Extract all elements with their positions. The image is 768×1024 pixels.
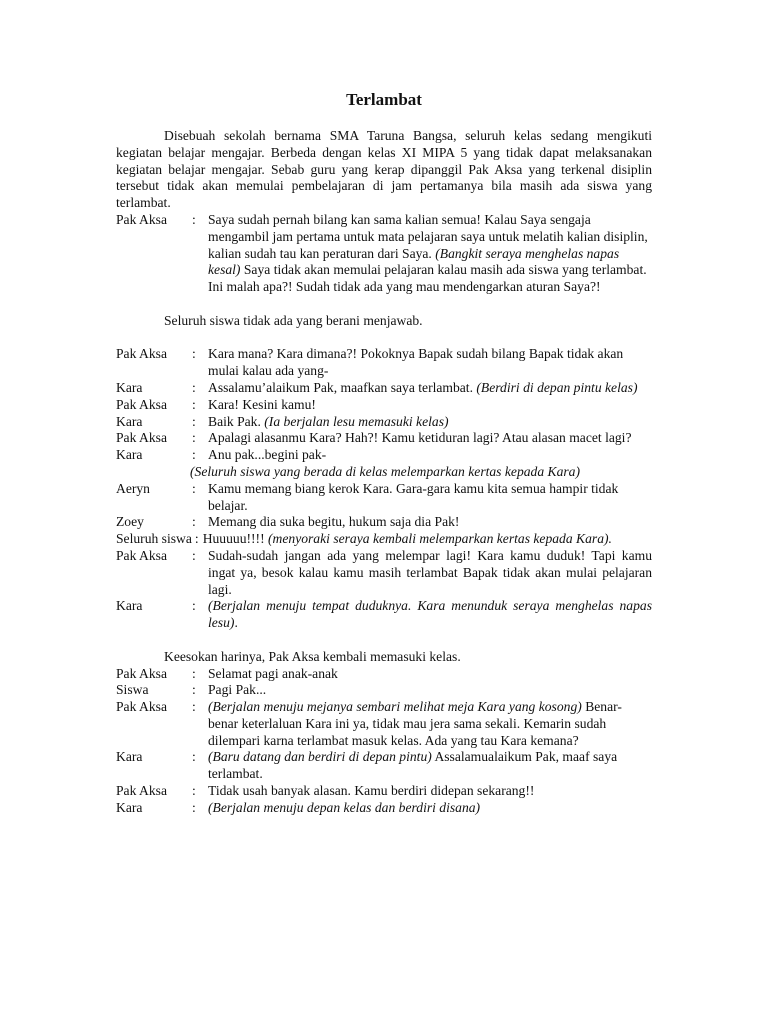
speaker-name: Pak Aksa bbox=[116, 346, 167, 362]
narration: Keesokan harinya, Pak Aksa kembali memasuki kelas. bbox=[164, 648, 461, 664]
dialogue-text bbox=[208, 749, 652, 783]
dialogue-text bbox=[208, 212, 652, 296]
stage-direction: (Baru datang dan berdiri di depan pintu) bbox=[208, 749, 432, 765]
speaker-name: Pak Aksa bbox=[116, 547, 167, 563]
stage-direction: (Berjalan menuju mejanya sembari melihat meja Kara yang kosong) bbox=[208, 699, 582, 715]
dialogue-text bbox=[208, 598, 652, 632]
dialogue-line bbox=[116, 346, 652, 380]
dialogue-text: Kara mana? Kara dimana?! Pokoknya Bapak sudah bilang Bapak tidak akan mulai kalau ada yang- bbox=[208, 346, 624, 379]
document-body bbox=[116, 128, 652, 817]
speaker-name: Pak Aksa bbox=[116, 665, 167, 681]
dialogue-line bbox=[116, 749, 652, 783]
speaker-name: Pak Aksa bbox=[116, 783, 167, 799]
colon: : bbox=[192, 480, 196, 496]
colon: : bbox=[192, 547, 196, 563]
colon: : bbox=[192, 396, 196, 412]
dialogue-text-part: Assalamualaikum Pak, maaf saya terlambat. bbox=[208, 749, 618, 782]
dialogue-text: Kara! Kesini kamu! bbox=[208, 396, 316, 412]
dialogue-text-part: Benar-benar keterlaluan Kara ini ya, tidak mau jera sama sekali. Kemarin sudah dilempari karna terlambat masuk kelas. Ada yang tau Kara kemana? bbox=[208, 699, 622, 748]
intro-paragraph: Disebuah sekolah bernama SMA Taruna Bangsa, seluruh kelas sedang mengikuti kegiatan belajar mengajar. Berbeda dengan kelas XI MIPA 5 yang tidak dapat melaksanakan kegiatan belajar mengajar. Sebab guru yang kerap dipanggil Pak Aksa yang terkenal disiplin tersebut tidak akan memulai pembelajaran di jam pertamanya bila masih ada siswa yang terlambat. bbox=[116, 128, 652, 211]
colon: : bbox=[192, 514, 196, 530]
dialogue-text bbox=[203, 531, 652, 548]
dialogue-text: Pagi Pak... bbox=[208, 682, 267, 698]
dialogue-line bbox=[116, 447, 652, 464]
dialogue-line bbox=[116, 699, 652, 749]
speaker-name: Siswa bbox=[116, 682, 149, 698]
dialogue-line bbox=[116, 531, 652, 548]
dialogue-line bbox=[116, 682, 652, 699]
stage-direction: (Seluruh siswa yang berada di kelas melemparkan kertas kepada Kara) bbox=[190, 463, 581, 479]
document-title: Terlambat bbox=[346, 90, 422, 109]
narration: Seluruh siswa tidak ada yang berani menjawab. bbox=[164, 312, 423, 328]
colon: : bbox=[192, 783, 196, 799]
speaker-name: Seluruh siswa bbox=[116, 531, 192, 547]
colon: : bbox=[192, 413, 196, 429]
colon: : bbox=[192, 211, 196, 227]
dialogue-line bbox=[116, 514, 652, 531]
colon: : bbox=[192, 799, 196, 815]
speaker-name: Pak Aksa bbox=[116, 211, 167, 227]
dialogue-text-part: Huuuuu!!!! bbox=[202, 531, 265, 547]
colon: : bbox=[192, 699, 196, 715]
stage-direction: (Berdiri di depan pintu kelas) bbox=[476, 379, 638, 395]
dialogue-text: Anu pak...begini pak- bbox=[208, 447, 327, 463]
dialogue-text: Sudah-sudah jangan ada yang melempar lagi! Kara kamu duduk! Tapi kamu ingat ya, besok kalau kamu masih terlambat Bapak tidak akan mulai pelajaran lagi. bbox=[208, 547, 652, 597]
colon: : bbox=[192, 430, 196, 446]
dialogue-line bbox=[116, 380, 652, 397]
dialogue-text-part: Assalamu’alaikum Pak, maafkan saya terlambat. bbox=[208, 379, 473, 395]
colon: : bbox=[192, 598, 196, 614]
speaker-name: Kara bbox=[116, 749, 143, 765]
dialogue-line bbox=[116, 414, 652, 431]
stage-direction: (menyoraki seraya kembali melemparkan kertas kepada Kara). bbox=[268, 531, 612, 547]
dialogue-line bbox=[116, 666, 652, 683]
speaker-name: Kara bbox=[116, 447, 143, 463]
colon: : bbox=[192, 379, 196, 395]
dialogue-text: Selamat pagi anak-anak bbox=[208, 665, 338, 681]
dialogue-text-part: Saya sudah pernah bilang kan sama kalian semua! Kalau Saya sengaja mengambil jam pertama untuk mata pelajaran saya untuk melatih kalian disiplin, kalian sudah tau kan peraturan dari Saya. bbox=[208, 211, 648, 261]
speaker-name: Zoey bbox=[116, 514, 144, 530]
dialogue-text bbox=[208, 699, 652, 749]
speaker-name: Kara bbox=[116, 413, 143, 429]
speaker-name: Pak Aksa bbox=[116, 699, 167, 715]
dialogue-line bbox=[116, 800, 652, 817]
colon: : bbox=[192, 447, 196, 463]
speaker-name: Aeryn bbox=[116, 480, 150, 496]
stage-direction: (Bangkit seraya menghelas napas kesal) bbox=[208, 245, 620, 278]
dialogue-line bbox=[116, 397, 652, 414]
stage-direction: (Berjalan menuju tempat duduknya. Kara menunduk seraya menghelas napas lesu) bbox=[208, 598, 652, 631]
speaker-name: Pak Aksa bbox=[116, 396, 167, 412]
speaker-name: Kara bbox=[116, 379, 143, 395]
stage-direction: (Berjalan menuju depan kelas dan berdiri disana) bbox=[208, 799, 481, 815]
colon: : bbox=[192, 682, 196, 698]
stage-direction: (Ia berjalan lesu memasuki kelas) bbox=[264, 413, 449, 429]
dialogue-line bbox=[116, 430, 652, 447]
dialogue-text bbox=[208, 380, 652, 397]
dialogue-line bbox=[116, 548, 652, 598]
speaker-name: Kara bbox=[116, 598, 143, 614]
colon: : bbox=[192, 665, 196, 681]
dialogue-line bbox=[116, 783, 652, 800]
colon: : bbox=[192, 749, 196, 765]
speaker-name: Pak Aksa bbox=[116, 430, 167, 446]
dialogue-text: Apalagi alasanmu Kara? Hah?! Kamu ketiduran lagi? Atau alasan macet lagi? bbox=[208, 430, 632, 446]
dialogue-text: Tidak usah banyak alasan. Kamu berdiri didepan sekarang!! bbox=[208, 783, 535, 799]
speaker-name: Kara bbox=[116, 799, 143, 815]
punctuation: . bbox=[234, 615, 238, 631]
dialogue-text-part: Saya tidak akan memulai pelajaran kalau masih ada siswa yang terlambat. Ini malah apa?! Sudah tidak ada yang mau mendengarkan aturan Saya?! bbox=[208, 262, 647, 295]
colon: : bbox=[192, 346, 196, 362]
dialogue-text: Memang dia suka begitu, hukum saja dia Pak! bbox=[208, 514, 460, 530]
dialogue-text bbox=[208, 414, 652, 431]
dialogue-text-part: Baik Pak. bbox=[208, 413, 261, 429]
dialogue-line bbox=[116, 212, 652, 296]
dialogue-line bbox=[116, 598, 652, 632]
dialogue-line bbox=[116, 481, 652, 515]
dialogue-text: Kamu memang biang kerok Kara. Gara-gara kamu kita semua hampir tidak belajar. bbox=[208, 480, 619, 513]
colon: : bbox=[194, 531, 199, 547]
